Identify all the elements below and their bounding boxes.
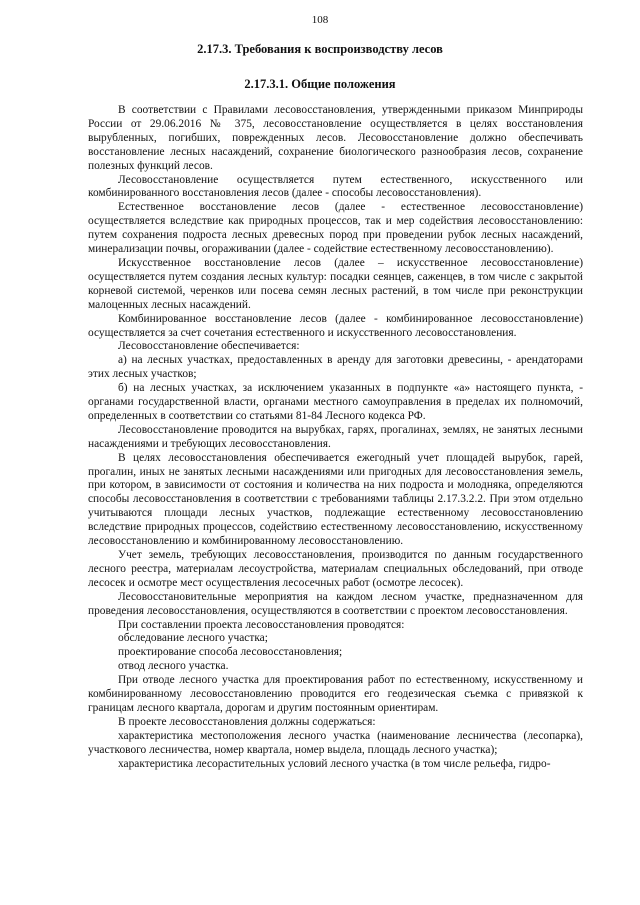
paragraph: Лесовосстановление проводится на вырубках, гарях, прогалинах, землях, не занятых лесными насаждениями и требующих лесовосстановления. bbox=[88, 423, 583, 450]
paragraph: Лесовосстановление осуществляется путем естественного, искусственного или комбинированного восстановления лесов (далее - способы лесовосстановления). bbox=[88, 173, 583, 200]
paragraph: При отводе лесного участка для проектирования работ по естественному, искусственному и комбинированному лесовосстановлению проводится его геодезическая съемка с привязкой к границам лесного квартала, дорогам и другим постоянным ориентирам. bbox=[88, 674, 583, 714]
list-item: а) на лесных участках, предоставленных в аренду для заготовки древесины, - арендаторами этих лесных участков; bbox=[88, 354, 583, 381]
section-title: 2.17.3. Требования к воспроизводству лесов bbox=[197, 42, 443, 56]
page-number: 108 bbox=[311, 14, 329, 26]
paragraph: Естественное восстановление лесов (далее - естественное лесовосстановление) осуществляется вследствие как природных процессов, так и мер содействия лесовосстановлению: путем сохранения подроста лесных древесных пород при проведении рубок лесных насаждений, минерализации почвы, огораживании (далее - содействие естественному лесовосстановлению). bbox=[88, 201, 583, 256]
list-item: б) на лесных участках, за исключением указанных в подпункте «а» настоящего пункта, - органами государственной власти, органами местного самоуправления в пределах их полномочий, определенных в соответствии со статьями 81-84 Лесного кодекса РФ. bbox=[88, 382, 583, 422]
list-item: характеристика лесорастительных условий лесного участка (в том числе рельефа, гидро- bbox=[118, 757, 551, 770]
list-item: обследование лесного участка; bbox=[118, 632, 268, 645]
list-item: характеристика местоположения лесного участка (наименование лесничества (лесопарка), участкового лесничества, номер квартала, номер выдела, площадь лесного участка); bbox=[88, 729, 583, 756]
paragraph: Комбинированное восстановление лесов (далее - комбинированное лесовосстановление) осуществляется за счет сочетания естественного и искусственного лесовосстановления. bbox=[88, 312, 583, 339]
paragraph: Лесовосстановительные мероприятия на каждом лесном участке, предназначенном для проведения лесовосстановления, осуществляются в соответствии с проектом лесовосстановления. bbox=[88, 590, 583, 617]
paragraph: В целях лесовосстановления обеспечивается ежегодный учет площадей вырубок, гарей, прогалин, иных не занятых лесными насаждениями или пригодных для лесовосстановления земель, при котором, в зависимости от состояния и количества на них подроста и молодняка, определяются способы лесовосстановления в соответствии с требованиями таблицы 2.17.3.2.2. При этом отдельно учитываются площади лесных участков, подлежащие естественному лесовосстановлению вследствие природных процессов, содействию естественному лесовосстановлению, искусственному лесовосстановлению и комбинированному лесовосстановлению. bbox=[88, 451, 583, 548]
paragraph: Искусственное восстановление лесов (далее – искусственное лесовосстановление) осуществляется путем создания лесных культур: посадки сеянцев, саженцев, в том числе с закрытой корневой системой, черенков или посева семян лесных растений, в том числе при реконструкции малоценных лесных насаждений. bbox=[88, 256, 583, 311]
list-item: проектирование способа лесовосстановления; bbox=[118, 646, 343, 659]
subsection-title: 2.17.3.1. Общие положения bbox=[244, 77, 396, 91]
paragraph: Лесовосстановление обеспечивается: bbox=[118, 340, 300, 353]
paragraph: В проекте лесовосстановления должны содержаться: bbox=[118, 715, 376, 728]
paragraph: В соответствии с Правилами лесовосстановления, утвержденными приказом Минприроды России от 29.06.2016 № 375, лесовосстановление осуществляется в целях восстановления вырубленных, погибших, поврежденных лесов. Лесовосстановление должно обеспечивать восстановление лесных насаждений, сохранение биологического разнообразия лесов, сохранение полезных функций лесов. bbox=[88, 104, 583, 172]
body-text bbox=[88, 104, 583, 772]
list-item: отвод лесного участка. bbox=[118, 660, 229, 673]
paragraph: При составлении проекта лесовосстановления проводятся: bbox=[118, 618, 405, 631]
paragraph: Учет земель, требующих лесовосстановления, производится по данным государственного лесного реестра, материалам лесоустройства, материалам специальных обследований, при отводе лесосек и осмотре мест осуществления лесосечных работ (осмотре лесосек). bbox=[88, 549, 583, 589]
